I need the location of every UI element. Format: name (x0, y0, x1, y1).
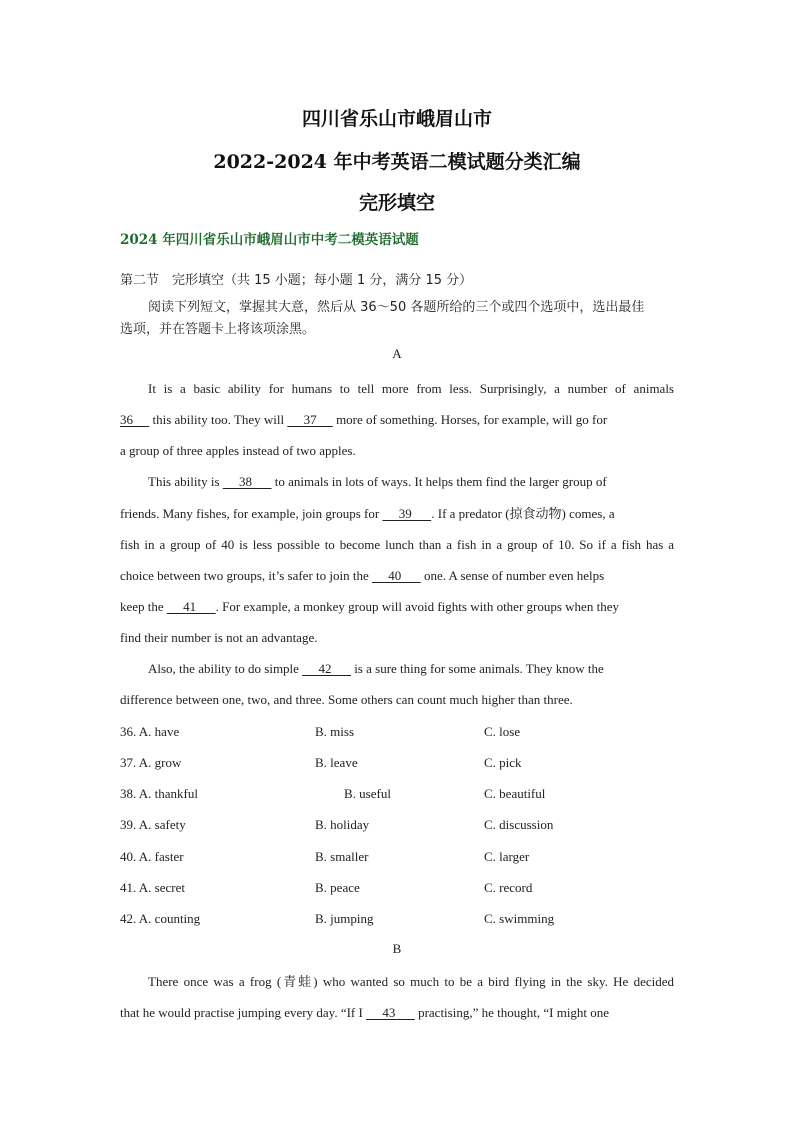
passage-text: find their number is not an advantage. (120, 630, 318, 645)
options-row-41 (120, 880, 680, 898)
option-a: 36. A. have (120, 724, 180, 739)
passage-a-line-4 (148, 474, 674, 490)
exam-section-title: 2024 年四川省乐山市峨眉山市中考二模英语试题 (120, 232, 419, 248)
options-row-40 (120, 849, 680, 867)
option-a: 42. A. counting (120, 911, 201, 926)
passage-text: fish in a group of 40 is less possible to become lunch than a fish in a group of 10. So if a fish has a (120, 537, 674, 552)
option-c: C. discussion (484, 817, 554, 832)
options-row-36 (120, 724, 680, 742)
option-a: 37. A. grow (120, 755, 182, 770)
passage-text: . For example, a monkey group will avoid fights with other groups when they (215, 599, 619, 614)
passage-text: practising,” he thought, “I might one (414, 1005, 610, 1020)
passage-text: It is a basic ability for humans to tell more from less. Surprisingly, a number of animals (148, 381, 674, 396)
passage-b-line-2 (120, 1005, 674, 1021)
option-b: B. jumping (315, 911, 374, 926)
passage-a-line-5 (120, 506, 674, 522)
options-row-37 (120, 755, 680, 773)
option-a: 39. A. safety (120, 817, 186, 832)
option-a: 41. A. secret (120, 880, 185, 895)
option-b: B. miss (315, 724, 355, 739)
passage-a-line-7 (120, 568, 674, 584)
option-c: C. swimming (484, 911, 555, 926)
blank-37: 37 (287, 412, 333, 427)
part-heading: 第二节 完形填空（共 15 小题；每小题 1 分，满分 15 分） (120, 273, 473, 288)
passage-text: that he would practise jumping every day. “If I (120, 1005, 367, 1020)
blank-43: 43 (366, 1005, 415, 1020)
options-row-42 (120, 911, 680, 929)
passage-text: There once was a frog (青蛙) who wanted so much to be a bird flying in the sky. He decided (148, 974, 674, 989)
document-title-region: 四川省乐山市峨眉山市 (301, 108, 492, 130)
instruction-line-1: 阅读下列短文，掌握其大意，然后从 36～50 各题所给的三个或四个选项中，选出最佳 (148, 300, 645, 315)
passage-text: this ability too. They will (149, 412, 288, 427)
blank-40: 40 (372, 568, 421, 583)
passage-text: one. A sense of number even helps (420, 568, 605, 583)
passage-text: choice between two groups, it’s safer to join the (120, 568, 372, 583)
option-b: B. peace (315, 880, 360, 895)
passage-text: to animals in lots of ways. It helps them find the larger group of (271, 474, 607, 489)
passage-a-line-1 (148, 381, 674, 397)
options-row-38 (120, 786, 680, 804)
document-title-topic: 完形填空 (358, 192, 435, 214)
option-b: B. useful (344, 786, 391, 801)
blank-36: 36 (120, 412, 150, 427)
passage-a-line-8 (120, 599, 674, 615)
passage-text: more of something. Horses, for example, will go for (332, 412, 608, 427)
passage-text: This ability is (148, 474, 223, 489)
passage-text: keep the (120, 599, 167, 614)
document-title-series: 2022-2024 年中考英语二模试题分类汇编 (213, 151, 581, 173)
passage-text: friends. Many fishes, for example, join groups for (120, 506, 383, 521)
instruction-line-2: 选项，并在答题卡上将该项涂黑。 (120, 322, 316, 337)
blank-41: 41 (166, 599, 216, 614)
option-a: 40. A. faster (120, 849, 184, 864)
passage-a-line-10 (148, 661, 674, 677)
passage-a-line-6 (120, 537, 674, 553)
passage-a-line-11 (120, 692, 674, 708)
option-c: C. record (484, 880, 533, 895)
passage-text: is a sure thing for some animals. They know the (350, 661, 604, 676)
passage-text: a group of three apples instead of two apples. (120, 443, 356, 458)
option-b: B. leave (315, 755, 358, 770)
option-c: C. lose (484, 724, 521, 739)
passage-a-line-9 (120, 630, 674, 646)
option-b: B. smaller (315, 849, 369, 864)
option-c: C. beautiful (484, 786, 546, 801)
passage-text: difference between one, two, and three. Some others can count much higher than three. (120, 692, 573, 707)
blank-39: 39 (382, 506, 432, 521)
passage-text: Also, the ability to do simple (148, 661, 303, 676)
option-a: 38. A. thankful (120, 786, 198, 801)
passage-b-label: B (392, 941, 402, 956)
blank-42: 42 (302, 661, 351, 676)
passage-a-line-3 (120, 443, 674, 459)
passage-text: . If a predator (掠食动物) comes, a (431, 506, 615, 521)
options-row-39 (120, 817, 680, 835)
option-c: C. pick (484, 755, 522, 770)
passage-b-line-1 (148, 974, 674, 990)
passage-a-line-2 (120, 412, 674, 428)
passage-a-label: A (392, 346, 402, 361)
option-c: C. larger (484, 849, 530, 864)
option-b: B. holiday (315, 817, 370, 832)
blank-38: 38 (222, 474, 272, 489)
